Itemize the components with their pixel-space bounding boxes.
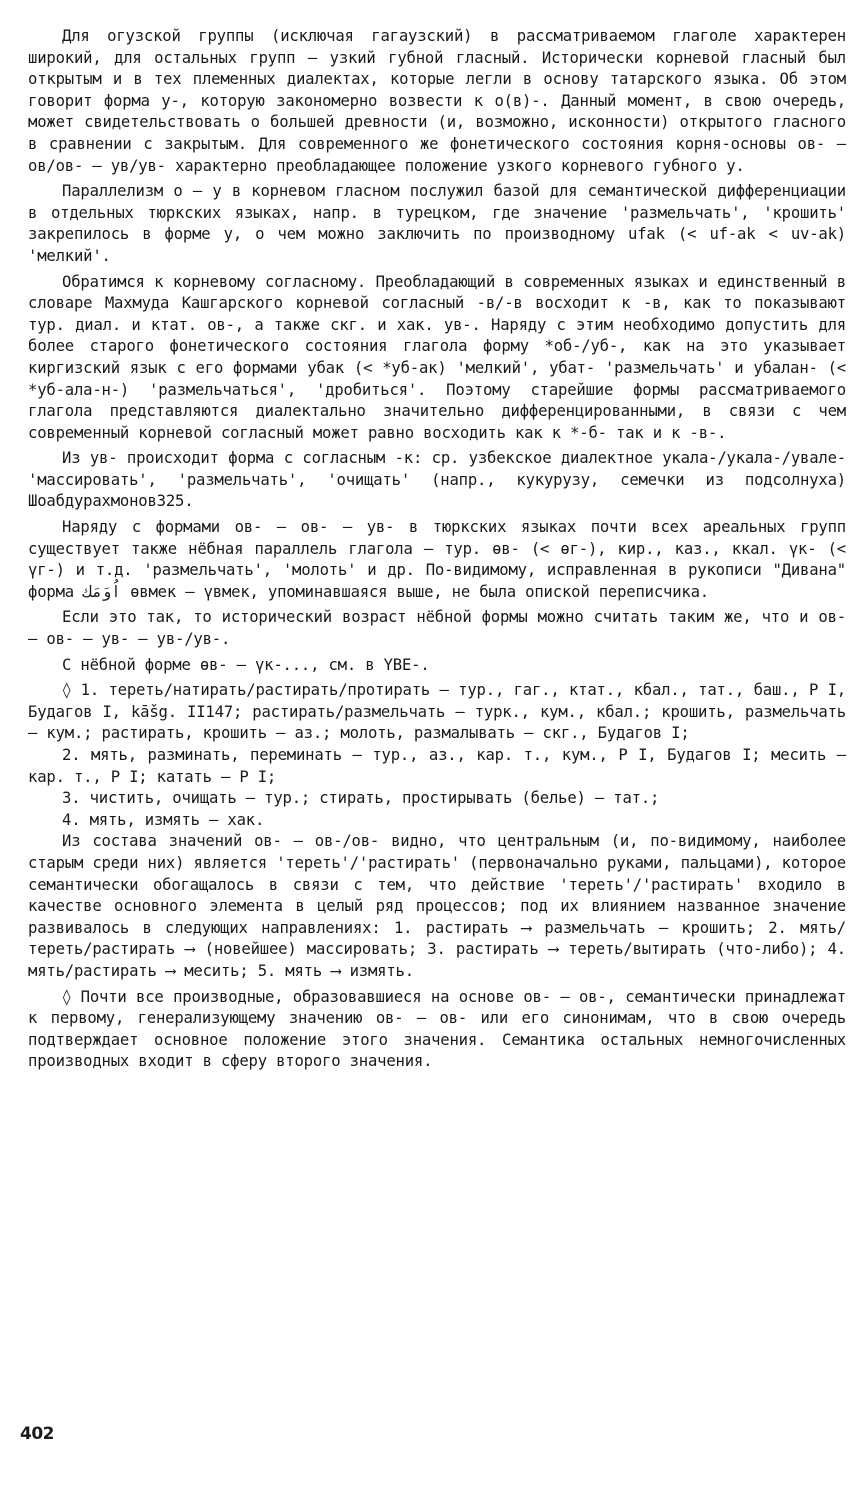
- paragraph-see-also: С нёбной форме өв- – үк-..., см. в ҮВЕ-.: [62, 655, 430, 674]
- meaning-item: 4. мять, измять – хак.: [62, 810, 265, 829]
- document-page: [28, 26, 846, 1077]
- paragraph-semantic-development: Из состава значений ов- – ов-/ов- видно, что центральным (и, по-видимому, наиболее старым среди них) является 'тереть'/'растирать' (первоначально руками, пальцами), которое семантически обогащалось в связи с тем, что действие 'тереть'/'растирать' входило в качестве основного элемента в целый ряд процессов; под их влиянием названное значение развивалось в следующих направлениях: 1. растирать ⟶ размельчать – крошить; 2. мять/тереть/растирать ⟶ (новейшее) массировать; 3. растирать ⟶ тереть/вытирать (что-либо); 4. мять/растирать ⟶ месить; 5. мять ⟶ измять.: [28, 832, 846, 980]
- meaning-item: 3. чистить, очищать – тур.; стирать, простирывать (белье) – тат.;: [62, 789, 660, 808]
- meaning-item: 2. мять, разминать, переминать – тур., аз., кар. т., кум., Р I, Будагов I; месить – кар. т., Р I; катать – Р I;: [28, 746, 846, 786]
- meaning-item: ◊ 1. тереть/натирать/растирать/протирать – тур., гаг., ктат., кбал., тат., баш., Р I, Будагов I, kāšg. II147; растирать/размельчать – турк., кум., кбал.; крошить, размельчать – кум.; растирать, крошить – аз.; молоть, размалывать – скг., Будагов I;: [28, 681, 846, 743]
- paragraph-derivatives: ◊ Почти все производные, образовавшиеся на основе ов- – ов-, семантически принадлежат к первому, генерализующему значению ов- – ов- или его синонимам, что в свою очередь подтверждает основное положение этого значения. Семантика остальных немногочисленных производных входит в сферу второго значения.: [28, 987, 846, 1071]
- paragraph-root-consonant: Обратимся к корневому согласному. Преобладающий в современных языках и единственный в словаре Махмуда Кашгарского корневой согласный -в/-в восходит к -в, как то показывают тур. диал. и ктат. ов-, а также скг. и хак. ув-. Наряду с этим необходимо допустить для более старого фонетического состояния глагола форму *об-/уб-, как на это указывает киргизский язык с его формами убак (< *уб-ак) 'мелкий', убат- 'размельчать' и убалан- (< *уб-ала-н-) 'размельчаться', 'дробиться'. Поэтому старейшие формы рассматриваемого глагола представляются диалектально значительно дифференцированными, в связи с чем современный корневой согласный может равно восходить как к *-б- так и к -в-.: [28, 272, 846, 442]
- paragraph-parallelism: Параллелизм о – у в корневом гласном послужил базой для семантической дифференциации в отдельных тюркских языках, напр. в турецком, где значение 'размельчать', 'крошить' закрепилось в форме у, о чем можно заключить по производному ufak (< uf-ak < uv-ak) 'мелкий'.: [28, 182, 846, 265]
- paragraph-oguz-group: Для огузской группы (исключая гагаузский) в рассматриваемом глаголе характерен широкий, для остальных групп – узкий губной гласный. Исторически корневой гласный был открытым и в тех племенных диалектах, которые легли в основу татарского языка. Об этом говорит форма у-, которую закономерно возвести к о(в)-. Данный момент, в свою очередь, может свидетельствовать о большей древности (и, возможно, исконности) открытого гласного в сравнении с закрытым. Для современного же фонетического состояния корня-основы ов- – ов/ов- – ув/ув- характерно преобладающее положение узкого корневого губного у.: [28, 27, 846, 175]
- paragraph-palatal-parallel: Наряду с формами ов- – ов- – ув- в тюркских языках почти всех ареальных групп существует также нёбная параллель глагола – тур. өв- (< өг-), кир., каз., ккал. үк- (< үг-) и т.д. 'размельчать', 'молоть' и др. По-видимому, исправленная в рукописи "Дивана" форма اُوَمَك өвмек – үвмек, упоминавшаяся выше, не была опиской переписчика.: [28, 518, 846, 601]
- page-number: 402: [20, 1424, 54, 1444]
- paragraph-uv-form: Из ув- происходит форма с согласным -к: ср. узбекское диалектное укала-/укала-/увале- 'массировать', 'размельчать', 'очищать' (напр., кукурузу, семечки из подсолнуха) Шоабдурахмонов325.: [28, 449, 846, 511]
- paragraph-historical-age: Если это так, то исторический возраст нёбной формы можно считать таким же, что и ов- – ов- – ув- – ув-/ув-.: [28, 608, 846, 649]
